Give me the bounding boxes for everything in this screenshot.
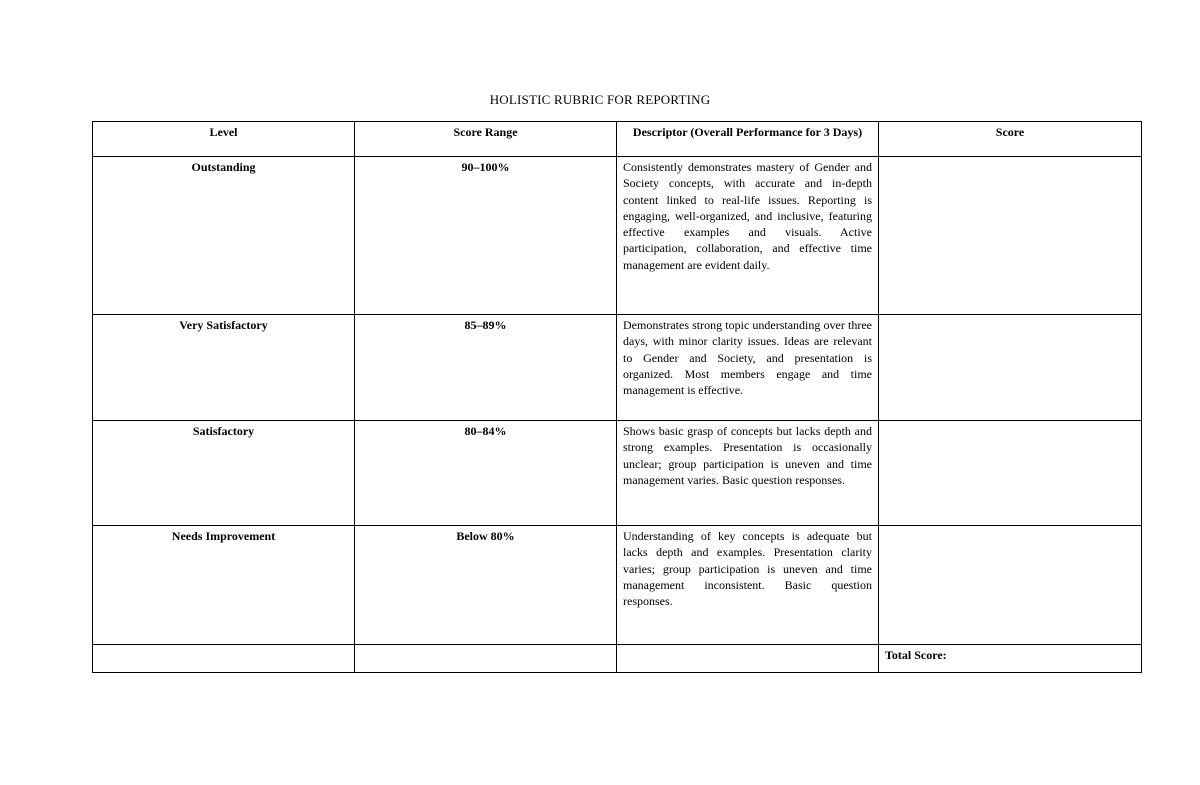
table-row (93, 526, 1142, 645)
header-descriptor: Descriptor (Overall Performance for 3 Days) (617, 122, 879, 157)
score-range-cell: Below 80% (355, 526, 617, 645)
table-row (93, 315, 1142, 421)
table-header-row (93, 122, 1142, 157)
table-row (93, 421, 1142, 526)
score-range-cell: 85–89% (355, 315, 617, 421)
descriptor-cell: Understanding of key concepts is adequate but lacks depth and examples. Presentation clarity varies; group participation is uneven and time management inconsistent. Basic question responses. (617, 526, 879, 645)
score-cell[interactable] (879, 157, 1142, 315)
level-cell: Satisfactory (93, 421, 355, 526)
level-cell: Outstanding (93, 157, 355, 315)
header-score: Score (879, 122, 1142, 157)
score-cell[interactable] (879, 421, 1142, 526)
score-range-cell: 90–100% (355, 157, 617, 315)
descriptor-cell: Demonstrates strong topic understanding over three days, with minor clarity issues. Ideas are relevant to Gender and Society, and presentation is organized. Most members engage and time management is effective. (617, 315, 879, 421)
empty-cell (93, 645, 355, 673)
empty-cell (355, 645, 617, 673)
score-cell[interactable] (879, 526, 1142, 645)
header-level: Level (93, 122, 355, 157)
level-cell: Needs Improvement (93, 526, 355, 645)
header-score-range: Score Range (355, 122, 617, 157)
empty-cell (617, 645, 879, 673)
total-row (93, 645, 1142, 673)
rubric-table (92, 121, 1142, 673)
table-row (93, 157, 1142, 315)
descriptor-cell: Shows basic grasp of concepts but lacks depth and strong examples. Presentation is occasionally unclear; group participation is uneven and time management varies. Basic question responses. (617, 421, 879, 526)
score-range-cell: 80–84% (355, 421, 617, 526)
score-cell[interactable] (879, 315, 1142, 421)
page-title: HOLISTIC RUBRIC FOR REPORTING (489, 92, 711, 107)
descriptor-cell: Consistently demonstrates mastery of Gender and Society concepts, with accurate and in-depth content linked to real-life issues. Reporting is engaging, well-organized, and inclusive, featuring effective examples and visuals. Active participation, collaboration, and effective time management are evident daily. (617, 157, 879, 315)
level-cell: Very Satisfactory (93, 315, 355, 421)
total-score-label: Total Score: (879, 645, 1142, 673)
